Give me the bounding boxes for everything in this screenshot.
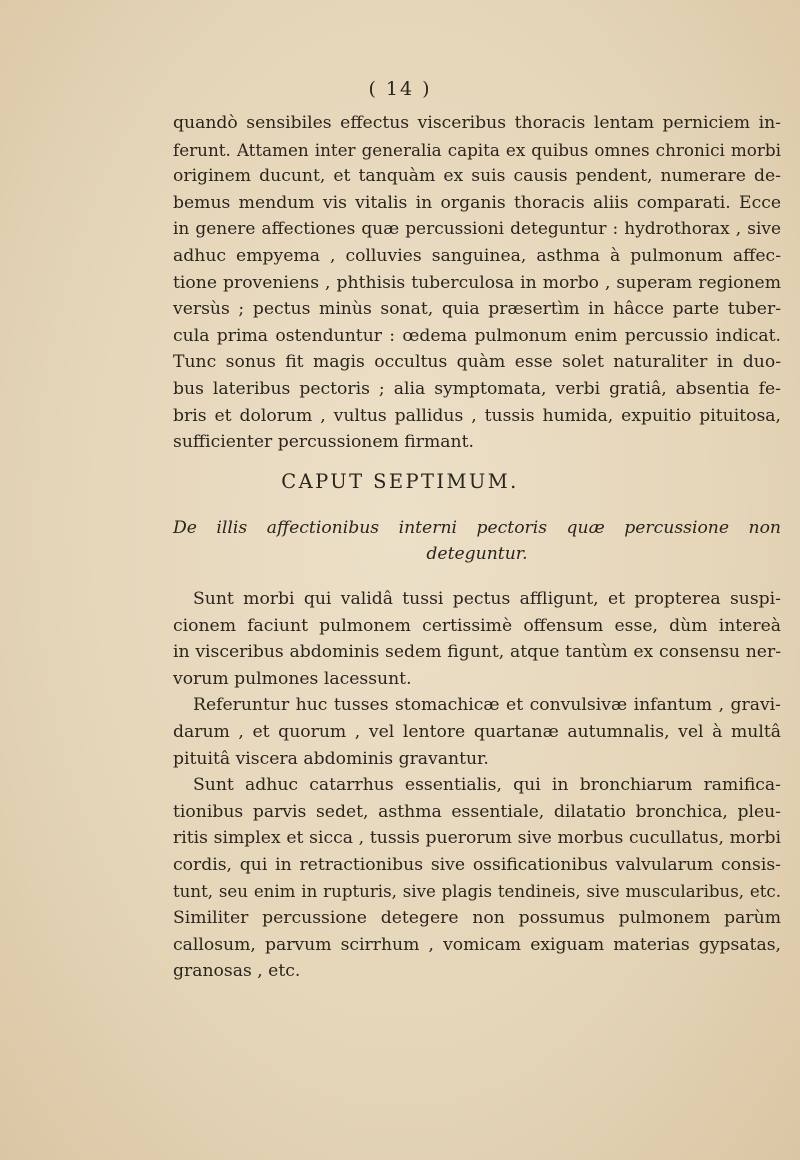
- text-line: cionem faciunt pulmonem certissimè offensum esse, dùm intereà: [173, 615, 781, 636]
- intro-paragraph: [173, 110, 781, 456]
- text-line: originem ducunt, et tanquàm ex suis causis pendent, numerare de-: [173, 166, 781, 187]
- chapter-subtitle: [173, 515, 781, 567]
- text-line: sufficienter percussionem firmant.: [173, 432, 474, 453]
- text-line: tunt, seu enim in rupturis, sive plagis tendineis, sive muscularibus, etc.: [173, 881, 781, 901]
- text-line: granosas , etc.: [173, 961, 301, 982]
- text-line: callosum, parvum scirrhum , vomicam exiguam materias gypsatas,: [173, 934, 781, 955]
- text-line: Sunt adhuc catarrhus essentialis, qui in bronchiarum ramifica-: [193, 775, 781, 796]
- text-line: bemus mendum vis vitalis in organis thoracis aliis comparati. Ecce: [173, 192, 781, 213]
- chapter-heading: CAPUT SEPTIMUM.: [281, 470, 519, 493]
- text-line: bus lateribus pectoris ; alia symptomata, verbi gratiâ, absentia fe-: [173, 378, 781, 399]
- text-line: bris et dolorum , vultus pallidus , tussis humida, expuitio pituitosa,: [173, 405, 781, 426]
- text-line: cula prima ostenduntur : œdema pulmonum enim percussio indicat.: [173, 325, 781, 346]
- text-line: ferunt. Attamen inter generalia capita ex quibus omnes chronici morbi: [173, 139, 781, 160]
- text-line: adhuc empyema , colluvies sanguinea, asthma à pulmonum affec-: [173, 245, 781, 266]
- text-line: quandò sensibiles effectus visceribus thoracis lentam perniciem in-: [173, 113, 781, 133]
- page-number: ( 14 ): [368, 78, 432, 100]
- text-line: Sunt morbi qui validâ tussi pectus affligunt, et propterea suspi-: [193, 589, 781, 609]
- text-line: cordis, qui in retractionibus sive ossificationibus valvularum consis-: [173, 854, 781, 875]
- chapter-body: [173, 586, 781, 985]
- text-line: Referuntur huc tusses stomachicæ et convulsivæ infantum , gravi-: [193, 695, 781, 716]
- text-line: ritis simplex et sicca , tussis puerorum sive morbus cucullatus, morbi: [173, 828, 781, 849]
- text-line: tionibus parvis sedet, asthma essentiale, dilatatio bronchica, pleu-: [173, 801, 781, 822]
- text-line: pituitâ viscera abdominis gravantur.: [173, 748, 489, 769]
- text-line: darum , et quorum , vel lentore quartanæ autumnalis, vel à multâ: [173, 721, 781, 742]
- text-line: in genere affectiones quæ percussioni deteguntur : hydrothorax , sive: [173, 219, 781, 240]
- text-line: tione proveniens , phthisis tuberculosa in morbo , superam regionem: [173, 272, 781, 293]
- subtitle-line: De illis affectionibus interni pectoris quæ percussione non: [173, 518, 781, 538]
- text-line: Tunc sonus fit magis occultus quàm esse solet naturaliter in duo-: [173, 352, 781, 373]
- text-line: versùs ; pectus minùs sonat, quia præsertìm in hâcce parte tuber-: [173, 299, 781, 320]
- text-line: vorum pulmones lacessunt.: [173, 668, 412, 689]
- text-line: Similiter percussione detegere non possumus pulmonem parùm: [173, 908, 781, 929]
- text-line: in visceribus abdominis sedem figunt, atque tantùm ex consensu ner-: [173, 642, 781, 663]
- subtitle-line: deteguntur.: [426, 544, 528, 564]
